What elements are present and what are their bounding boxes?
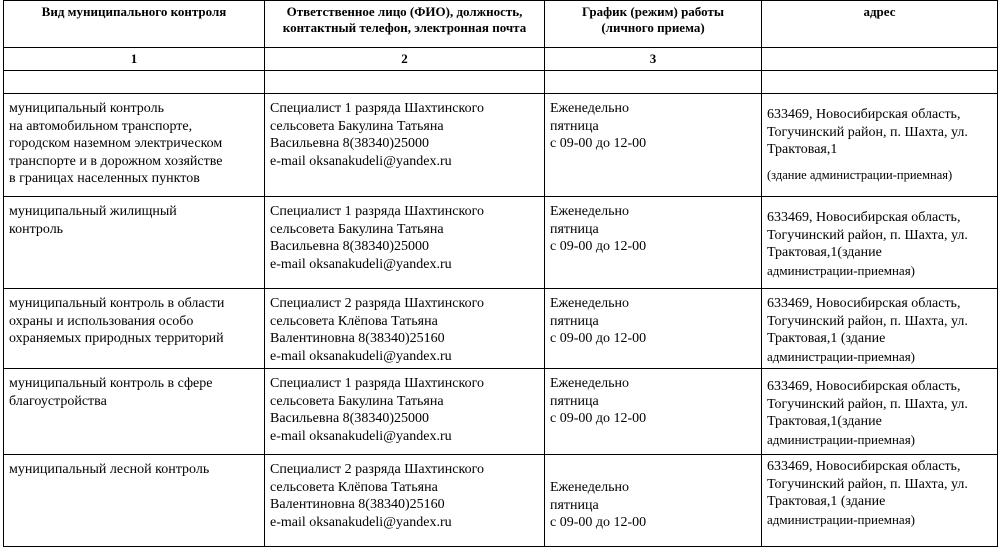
control-kind-cell: муниципальный контроль на автомобильном транспорте, городском наземном электрическом транспорте и в дорожном хозяйстве в границах населенных пунктов (4, 94, 265, 197)
schedule-cell: Еженедельно пятница с 09-00 до 12-00 (545, 94, 762, 197)
table-row (4, 197, 998, 289)
schedule-cell: Еженедельно пятница с 09-00 до 12-00 (545, 289, 762, 369)
control-kind-cell: муниципальный лесной контроль (4, 455, 265, 547)
responsible-person-cell: Специалист 1 разряда Шахтинского сельсовета Бакулина Татьяна Васильевна 8(38340)25000 e-mail oksanakudeli@yandex.ru (265, 94, 545, 197)
header-person: Ответственное лицо (ФИО), должность, контактный телефон, электронная почта (265, 1, 545, 48)
control-kind-cell: муниципальный жилищный контроль (4, 197, 265, 289)
control-kind-cell: муниципальный контроль в сфере благоустройства (4, 369, 265, 455)
table-row (4, 289, 998, 369)
responsible-person-cell: Специалист 2 разряда Шахтинского сельсовета Клёпова Татьяна Валентиновна 8(38340)25160 e-mail oksanakudeli@yandex.ru (265, 455, 545, 547)
header-schedule: График (режим) работы (личного приема) (545, 1, 762, 48)
schedule-cell: Еженедельно пятница с 09-00 до 12-00 (545, 455, 762, 547)
address-cell: 633469, Новосибирская область, Тогучинский район, п. Шахта, ул. Трактовая,1 (здание администрации-приемная) (762, 289, 998, 369)
column-number-2: 2 (265, 48, 545, 71)
header-kind: Вид муниципального контроля (4, 1, 265, 48)
column-number-4 (762, 48, 998, 71)
control-table (3, 0, 998, 547)
schedule-cell: Еженедельно пятница с 09-00 до 12-00 (545, 197, 762, 289)
control-kind-cell: муниципальный контроль в области охраны и использования особо охраняемых природных территорий (4, 289, 265, 369)
header-row (4, 1, 998, 48)
responsible-person-cell: Специалист 2 разряда Шахтинского сельсовета Клёпова Татьяна Валентиновна 8(38340)25160 e-mail oksanakudeli@yandex.ru (265, 289, 545, 369)
table-row (4, 369, 998, 455)
responsible-person-cell: Специалист 1 разряда Шахтинского сельсовета Бакулина Татьяна Васильевна 8(38340)25000 e-mail oksanakudeli@yandex.ru (265, 369, 545, 455)
table-row (4, 455, 998, 547)
spacer-row (4, 71, 998, 94)
header-address: адрес (762, 1, 998, 48)
address-cell: 633469, Новосибирская область, Тогучинский район, п. Шахта, ул. Трактовая,1(здание администрации-приемная) (762, 369, 998, 455)
column-number-3: 3 (545, 48, 762, 71)
address-cell: 633469, Новосибирская область, Тогучинский район, п. Шахта, ул. Трактовая,1 (здание администрации-приемная) (762, 94, 998, 197)
schedule-cell: Еженедельно пятница с 09-00 до 12-00 (545, 369, 762, 455)
address-cell: 633469, Новосибирская область, Тогучинский район, п. Шахта, ул. Трактовая,1(здание администрации-приемная) (762, 197, 998, 289)
table-row (4, 94, 998, 197)
column-number-1: 1 (4, 48, 265, 71)
address-cell: 633469, Новосибирская область, Тогучинский район, п. Шахта, ул. Трактовая,1 (здание администрации-приемная) (762, 455, 998, 547)
column-number-row (4, 48, 998, 71)
responsible-person-cell: Специалист 1 разряда Шахтинского сельсовета Бакулина Татьяна Васильевна 8(38340)25000 e-mail oksanakudeli@yandex.ru (265, 197, 545, 289)
